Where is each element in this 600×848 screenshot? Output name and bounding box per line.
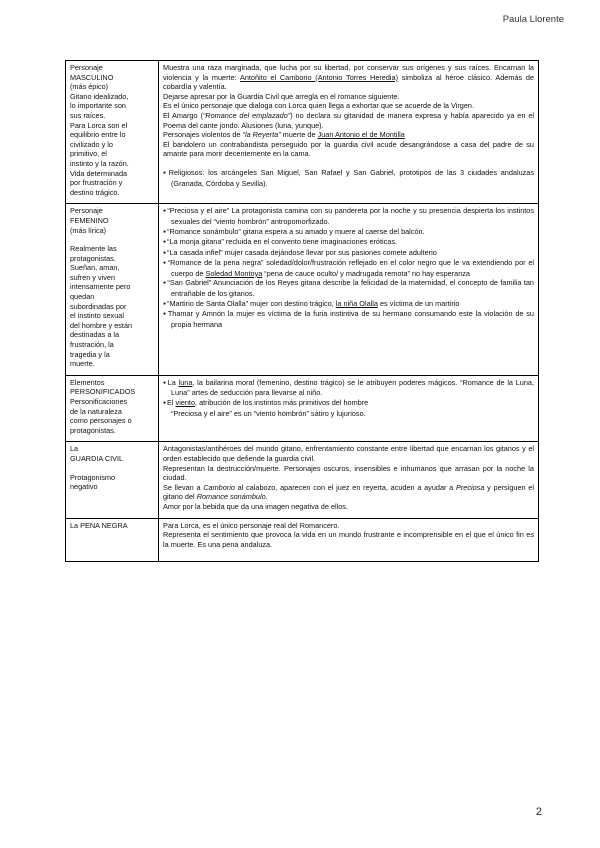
content-cell-personificados xyxy=(159,375,539,442)
label-line: (más lírica) xyxy=(70,225,107,235)
bullet-item: ● El viento, atribución de los instintos más primitivos del hombre xyxy=(163,398,534,409)
label-line: del hombre y están xyxy=(70,320,133,330)
label-line: Vida determinada xyxy=(70,168,128,178)
label-line: PERSONIFICADOS xyxy=(70,387,136,397)
bullet-item: ● “La monja gitana” recluida en el convento tiene imaginaciones eróticas. xyxy=(163,237,534,248)
label-line: La PENA NEGRA xyxy=(70,520,128,530)
label-line: protagonistas. xyxy=(70,425,116,435)
label-line: muerte. xyxy=(70,359,95,369)
label-line: primitivo, el xyxy=(70,149,107,159)
label-cell-guardia-civil xyxy=(66,442,159,518)
characters-table xyxy=(65,60,539,562)
label-line: como personajes o xyxy=(70,416,132,426)
label-line: sus raíces. xyxy=(70,110,106,120)
paragraph: Para Lorca, es el único personaje real del Romancero. xyxy=(163,520,340,530)
label-line: destino trágico. xyxy=(70,187,120,197)
bullet-item: ● Thamar y Amnón la mujer es víctima de la furia instintiva de su hermano consumando este la violación de su propia hermana xyxy=(163,309,534,329)
label-line: tragedia y la xyxy=(70,349,110,359)
paragraph: Se llevan a Camborio al calabozo, aparecen con el juez en reyerta, acuden a ayudar a Preciosa y persiguen el gitano del Romance sonámbulo. xyxy=(163,482,534,502)
paragraph: “Preciosa y el aire” es un “viento hombrón” sátiro y lujurioso. xyxy=(171,408,366,418)
content-cell-pena-negra xyxy=(159,518,539,562)
label-line: sufren y viven xyxy=(70,272,116,282)
paragraph: Personajes violentos de “la Reyerta” muerte de Juan Antonio el de Montilla xyxy=(163,130,405,140)
label-line: La xyxy=(70,444,79,454)
bullet-item: ● “Martirio de Santa Olalla” mujer con destino trágico, la niña Olalla es víctima de un martirio xyxy=(163,299,534,310)
label-line: Personaje xyxy=(70,206,103,216)
bullet-item: ● “San Gabriel” Anunciación de los Reyes gitana describe la felicidad de la maternidad, el concepto de familia tan entrañable de los gitanos. xyxy=(163,278,534,298)
label-cell-pena-negra xyxy=(66,518,159,562)
label-line: GUARDIA CIVIL xyxy=(70,453,124,463)
label-line: Gitano idealizado, xyxy=(70,91,129,101)
label-line: Protagonismo xyxy=(70,472,116,482)
paragraph: El Amargo (“Romance del emplazado”) no declara su gitanidad de manera expresa y había aparecido ya en el Poema del cante jondo. Alusiones (luna, yunque). xyxy=(163,110,535,130)
label-line: Realmente las xyxy=(70,244,117,254)
label-line: frustración, la xyxy=(70,340,114,350)
label-line: (más épico) xyxy=(70,82,109,92)
content-cell-femenino xyxy=(159,204,539,376)
label-line: Personaje xyxy=(70,63,103,72)
bullet-item: ● “Preciosa y el aire” La protagonista camina con su pandereta por la noche y su presencia despierta los instintos sexuales del “viento hombrón” antropomorfizado. xyxy=(163,206,534,226)
content-cell-masculino xyxy=(159,61,539,204)
label-line: de la naturaleza xyxy=(70,406,122,416)
label-line: Sueñan, aman, xyxy=(70,263,120,273)
label-cell-femenino xyxy=(66,204,159,376)
page-number: 2 xyxy=(535,806,542,818)
table-row-pena-negra xyxy=(66,518,539,562)
label-line: negativo xyxy=(70,482,98,492)
bullet-item: ● Religiosos: los arcángeles San Miguel, San Rafael y San Gabriel, prototipos de las 3 ciudades andaluzas (Granada, Córdoba y Sevilla). xyxy=(163,168,534,188)
label-line: FEMENINO xyxy=(70,215,109,225)
bullet-item: ● “Romance de la pena negra” soledad/dolor/frustración reflejado en el color negro que le va extendiendo por el cuerpo de Soledad Montoya “pena de cauce oculto/ y madrugada remota” no hay esperanza xyxy=(163,258,534,278)
label-line: equilibrio entre lo xyxy=(70,130,126,140)
bullet-item: ● “Romance sonámbulo” gitana espera a su amado y muere al caerse del balcón. xyxy=(163,227,534,238)
paragraph: El bandolero un contrabandista perseguido por la guardia civil acude desangrándose a casa del padre de su amante para morir decentemente en la cama. xyxy=(163,139,534,159)
label-line: MASCULINO xyxy=(70,72,114,82)
table-row-masculino xyxy=(66,61,539,204)
label-cell-personificados xyxy=(66,375,159,442)
label-line: Personificaciones xyxy=(70,397,128,406)
label-line: destinadas a la xyxy=(70,330,120,340)
bullet-item: ● La luna, la bailarina moral (femenino, destino trágico) se le atribuyen poderes mágicos. “Romance de la Luna, Luna” artes de seducción para llevarse al niño. xyxy=(163,378,534,398)
paragraph: Muestra una raza marginada, que lucha por su libertad, por conservar sus orígenes y sus raíces. Encarnan la violencia y la muerte: Antoñito el Camborio (Antonio Torres Heredia) simboliza al héroe clásico. Además de cobardía y valentía. xyxy=(163,63,534,92)
label-line: el instinto sexual xyxy=(70,311,124,321)
label-line: Para Lorca son el xyxy=(70,120,128,130)
bullet-item: ● “La casada infiel” mujer casada dejándose llevar por sus pasiones comete adulterio xyxy=(163,248,534,259)
table-row-guardia-civil xyxy=(66,442,539,518)
content-cell-guardia-civil xyxy=(159,442,539,518)
label-line: por frustración y xyxy=(70,178,123,188)
label-cell-masculino xyxy=(66,61,159,204)
paragraph: Representa el sentimiento que provoca la vida en un mundo frustrante e incomprensible en el que el único fin es la muerte. Es una pena andaluza. xyxy=(163,530,534,549)
paragraph: Antagonistas/antihéroes del mundo gitano, enfrentamiento constante entre libertad que encarnan los gitanos y el orden establecido que defiende la guardia civil. xyxy=(163,444,534,463)
paragraph: Dejarse apresar por la Guardia Civil que arregla en el romance siguiente. xyxy=(163,91,400,101)
paragraph: Es el único personaje que dialoga con Lorca quien llega a exhortar que se acuerde de la Virgen. xyxy=(163,101,475,111)
label-line: civilizado y lo xyxy=(70,139,113,149)
paragraph: Amor por la bebida que da una imagen negativa de ellos. xyxy=(163,501,348,511)
label-line: protagonistas. xyxy=(70,253,116,263)
paragraph: Representan la destrucción/muerte. Personajes oscuros, insensibles e inhumanos que arrasan por la noche la ciudad. xyxy=(163,463,534,483)
table-row-personificados xyxy=(66,375,539,442)
label-line: instinto y la razón. xyxy=(70,158,129,168)
label-line: lo importante son xyxy=(70,101,126,111)
page-header-author: Paula Llorente xyxy=(502,14,564,25)
label-line: Elementos xyxy=(70,377,105,387)
label-line: subordinadas por xyxy=(70,301,127,311)
label-line: intensamente pero xyxy=(70,282,131,292)
label-line: quedan xyxy=(70,292,95,302)
table-row-femenino xyxy=(66,204,539,376)
